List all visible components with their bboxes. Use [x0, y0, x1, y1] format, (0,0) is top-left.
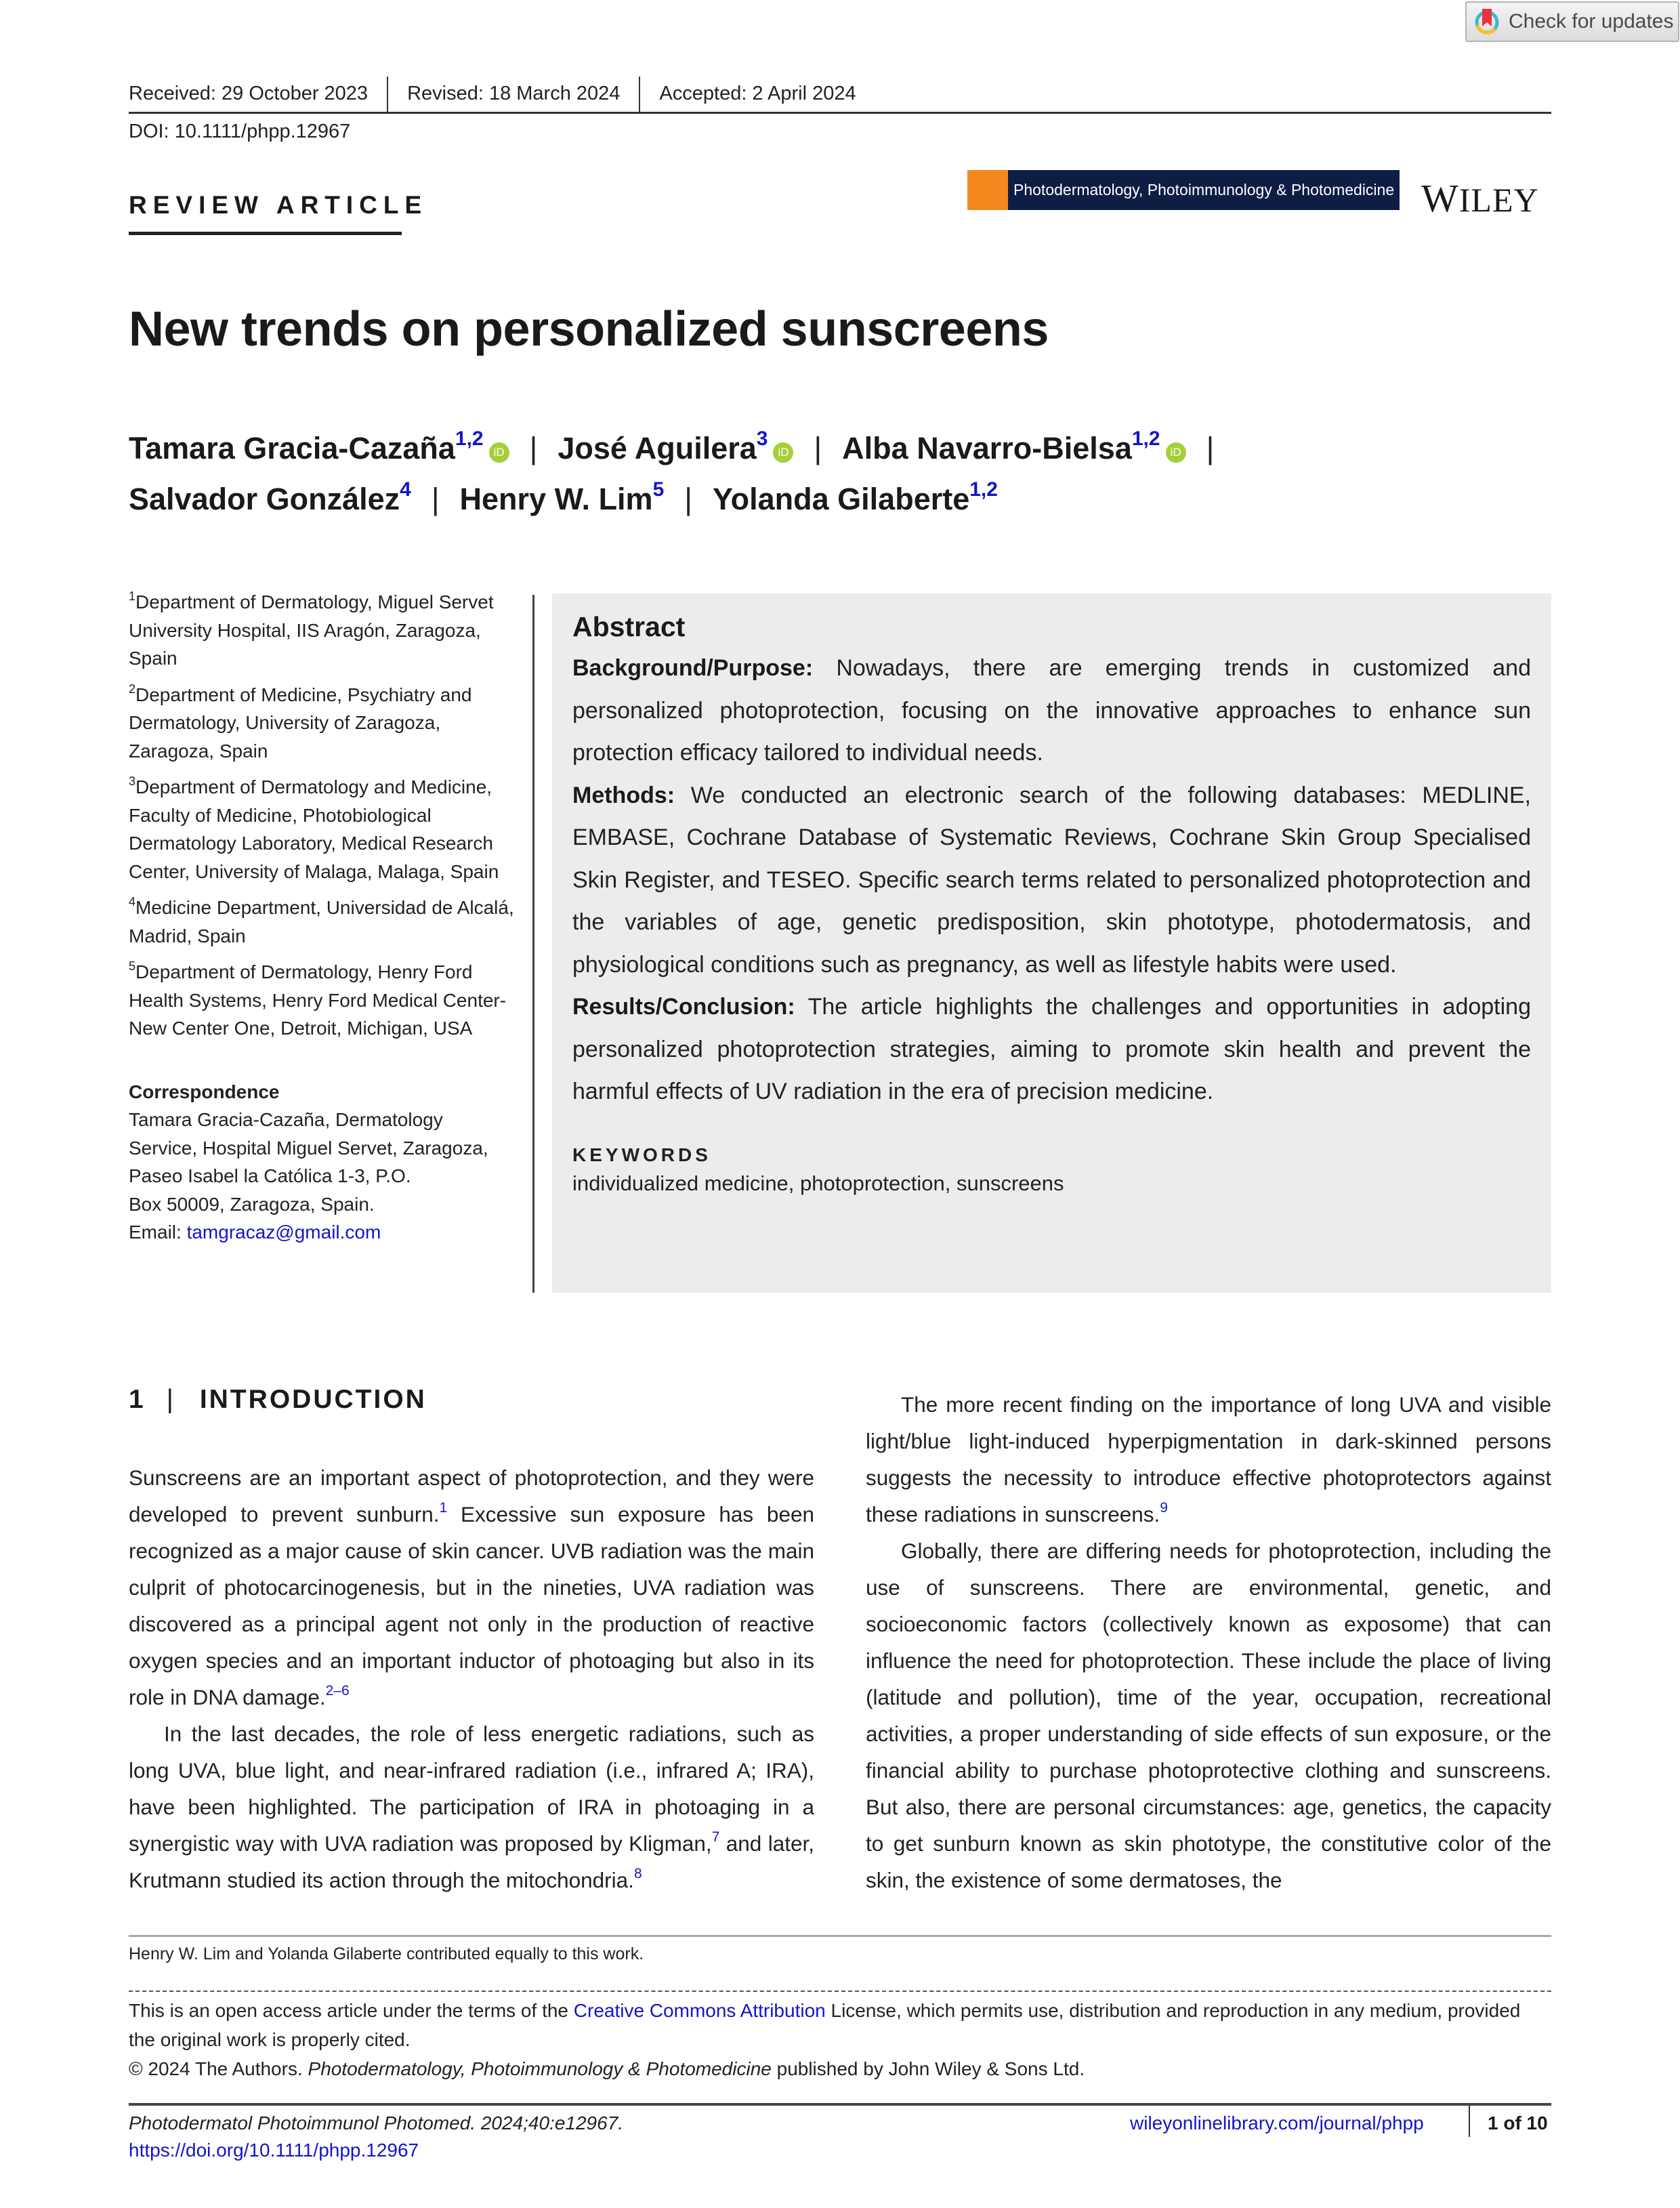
correspondence-heading: Correspondence	[129, 1081, 280, 1102]
publication-dates	[129, 76, 1551, 114]
body-paragraph: Globally, there are differing needs for photoprotection, including the use of sunscreens. There are environmental, genetic, and socioeconomic factors (collectively known as exposome) that can influence the need for photoprotection. These include the place of living (latitude and pollution), time of the year, occupation, recreational activities, a proper understanding of side effects of sun exposure, or the financial ability to purchase photoprotective clothing and sunscreens. But also, there are personal circumstances: age, genetics, the capacity to get sunburn known as skin phototype, the constitutive color of the skin, the existence of some dermatoses, the	[866, 1539, 1551, 1892]
citation-ref[interactable]: 7	[711, 1829, 720, 1845]
citation-ref[interactable]: 1	[439, 1500, 448, 1516]
author-separator: |	[431, 482, 440, 516]
license-divider	[129, 1991, 1551, 1992]
author-name: José Aguilera	[558, 431, 757, 465]
abstract-section-label: Results/Conclusion:	[572, 994, 795, 1020]
orcid-icon[interactable]: iD	[489, 442, 509, 463]
orcid-icon[interactable]: iD	[1166, 442, 1186, 463]
affiliation-item: $^3$Department of Dermatology and Medicine, Faculty of Medicine, Photobiological Dermatology Laboratory, Medical Research Center, University of Malaga, Malaga, Spain	[129, 774, 499, 882]
column-divider	[532, 595, 534, 1293]
footer-divider	[1469, 2106, 1470, 2137]
banner-orange-block	[967, 170, 1008, 210]
accepted-date: Accepted: 2 April 2024	[659, 83, 856, 104]
citation-ref[interactable]: 2–6	[325, 1683, 350, 1699]
footnote-rule	[129, 1935, 1551, 1937]
author-name: Alba Navarro-Bielsa	[842, 431, 1132, 465]
affiliation-item: $^5$Department of Dermatology, Henry Ford Health Systems, Henry Ford Medical Center-New Center One, Detroit, Michigan, USA	[129, 959, 507, 1039]
author-name: Tamara Gracia-Cazaña	[129, 431, 455, 465]
affiliation-ref[interactable]: 3	[756, 428, 768, 450]
author	[459, 478, 665, 516]
body-column-left	[129, 1459, 814, 1898]
affiliation-item: $^4$Medicine Department, Universidad de Alcalá, Madrid, Spain	[129, 895, 514, 946]
author	[129, 478, 411, 516]
article-type-underline	[129, 232, 402, 235]
author-separator: |	[1206, 431, 1215, 465]
author	[129, 428, 509, 465]
author-separator: |	[814, 431, 822, 465]
author-name: Salvador González	[129, 482, 400, 516]
keywords-heading: KEYWORDS	[572, 1144, 711, 1165]
abstract-section: Methods: We conducted an electronic search of the following databases: MEDLINE, EMBASE, Cochrane Database of Systematic Reviews, Cochrane Skin Group Specialised Skin Register, and TESEO. Specific search terms related to personalized photoprotection and the variables of age, genetic predisposition, skin phototype, photodermatosis, and physiological conditions such as pregnancy, as well as lifestyle habits were used.	[572, 782, 1531, 978]
body-paragraph: Sunscreens are an important aspect of photoprotection, and they were developed to prevent sunburn.$^1$ Excessive sun exposure has been recognized as a major cause of skin cancer. UVB radiation was the main culprit of photocarcinogenesis, but in the nineties, UVA radiation was discovered as a principal agent not only in the production of reactive oxygen species and an important inductor of photoaging but also in its role in DNA damage.$^{2-6}$	[129, 1465, 814, 1709]
keywords: individualized medicine, photoprotection, sunscreens	[572, 1171, 1064, 1195]
correspondence-email: Email: tamgracaz@gmail.com	[129, 1222, 381, 1243]
abstract-section: Background/Purpose: Nowadays, there are emerging trends in customized and personalized photoprotection, focusing on the innovative approaches to enhance sun protection efficacy tailored to individual needs.	[572, 655, 1531, 766]
received-date: Received: 29 October 2023	[129, 77, 388, 112]
citation-ref[interactable]: 8	[633, 1866, 642, 1881]
author-name: Henry W. Lim	[459, 482, 653, 516]
correspondence-address: Tamara Gracia-Cazaña, Dermatology Service, Hospital Miguel Servet, Zaragoza, Paseo Isabel la Católica 1-3, P.O. Box 50009, Zaragoza, Spain.	[129, 1109, 488, 1215]
creative-commons-link[interactable]: Creative Commons Attribution	[573, 2000, 826, 2021]
body-column-right	[866, 1386, 1551, 1898]
abstract-section-label: Methods:	[572, 782, 675, 808]
author-separator: |	[684, 482, 692, 516]
abstract-section: Results/Conclusion: The article highlights the challenges and opportunities in adopting personalized photoprotection strategies, aiming to promote skin health and prevent the harmful effects of UV radiation in the era of precision medicine.	[572, 994, 1531, 1104]
author	[712, 478, 998, 516]
equal-contribution-note: Henry W. Lim and Yolanda Gilaberte contributed equally to this work.	[129, 1944, 644, 1963]
abstract-section-label: Background/Purpose:	[572, 655, 814, 681]
journal-name: Photodermatology, Photoimmunology & Photomedicine	[1008, 170, 1400, 210]
footer-citation: Photodermatol Photoimmunol Photomed. 2024;40:e12967.	[129, 2112, 624, 2133]
affiliations	[129, 588, 522, 1247]
body-paragraph: The more recent finding on the importance of long UVA and visible light/blue light-induced hyperpigmentation in dark-skinned persons suggests the necessity to introduce effective photoprotectors against these radiations in sunscreens.$^9$	[866, 1392, 1551, 1526]
author	[558, 428, 793, 465]
orcid-icon[interactable]: iD	[773, 442, 793, 463]
affiliation-ref[interactable]: 1,2	[969, 478, 998, 501]
affiliation-ref[interactable]: 4	[400, 478, 411, 501]
affiliation-ref[interactable]: 5	[652, 478, 665, 501]
page-number: 1 of 10	[1488, 2112, 1548, 2133]
abstract-box	[552, 593, 1551, 1293]
footer-doi-link[interactable]: https://doi.org/10.1111/phpp.12967	[129, 2140, 419, 2161]
affiliation-item: $^1$Department of Dermatology, Miguel Servet University Hospital, IIS Aragón, Zaragoza, Spain	[129, 589, 494, 669]
footer-rule	[129, 2103, 1551, 2106]
doi: DOI: 10.1111/phpp.12967	[129, 121, 351, 142]
article-type: REVIEW ARTICLE	[129, 191, 428, 219]
publisher-logo: WILEY	[1421, 176, 1539, 220]
author-list	[129, 423, 1558, 524]
body-paragraph: In the last decades, the role of less energetic radiations, such as long UVA, blue light, and near-infrared radiation (i.e., infrared A; IRA), have been highlighted. The participation of IRA in photoaging in a synergistic way with UVA radiation was proposed by Kligman,$^7$ and later, Krutmann studied its action through the mitochondria.$^8$	[129, 1722, 815, 1892]
affiliation-ref[interactable]: 1,2	[455, 428, 484, 450]
copyright-line: © 2024 The Authors. Photodermatology, Photoimmunology & Photomedicine published by John Wiley & Sons Ltd.	[129, 2058, 1085, 2079]
author-separator: |	[529, 431, 538, 465]
footer-journal-link[interactable]: wileyonlinelibrary.com/journal/phpp	[1130, 2112, 1424, 2133]
affiliation-ref[interactable]: 1,2	[1131, 428, 1160, 450]
article-title: New trends on personalized sunscreens	[129, 302, 1049, 356]
email-link[interactable]: tamgracaz@gmail.com	[186, 1222, 381, 1243]
author	[842, 428, 1185, 465]
section-heading-introduction: 1 | INTRODUCTION	[129, 1385, 427, 1414]
author-name: Yolanda Gilaberte	[712, 482, 970, 516]
check-for-updates-button[interactable]	[1465, 1, 1679, 42]
license-notice: This is an open access article under the terms of the Creative Commons Attribution License, which permits use, distribution and reproduction in any medium, provided the original work is properly cited. © 2024 The Authors. Photodermatology, Photoimmunology & Photomedicine published by John Wiley & Sons Ltd.	[129, 1996, 1551, 2083]
citation-ref[interactable]: 9	[1160, 1500, 1168, 1516]
check-for-updates-label: Check for updates	[1509, 10, 1674, 33]
affiliation-item: $^2$Department of Medicine, Psychiatry and Dermatology, University of Zaragoza, Zaragoza, Spain	[129, 682, 472, 762]
revised-date: Revised: 18 March 2024	[388, 77, 640, 112]
journal-banner	[967, 170, 1400, 210]
crossmark-icon	[1475, 6, 1499, 37]
abstract-heading: Abstract	[572, 611, 686, 642]
